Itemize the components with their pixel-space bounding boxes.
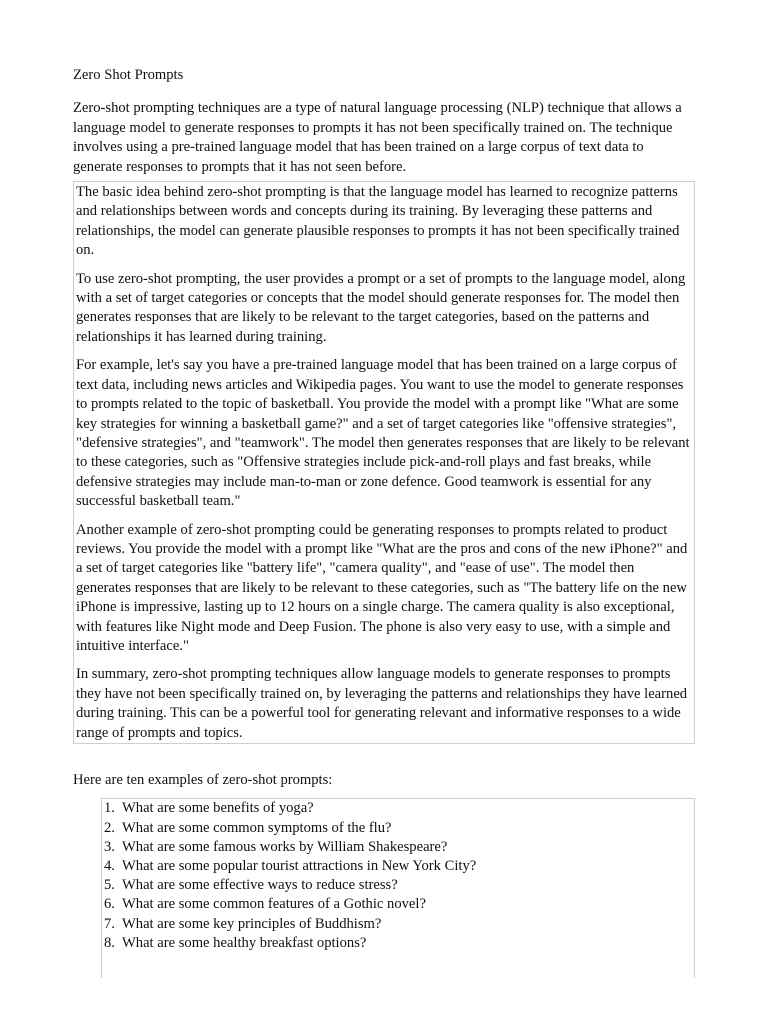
box-paragraph-1: The basic idea behind zero-shot prompting is that the language model has learned to recognize patterns and relationships between words and concepts during its training. By leveraging these patterns and relationships, the model can generate plausible responses to prompts it has not been specifically trained on. — [76, 184, 680, 259]
list-item-number: 5. — [104, 877, 115, 894]
box-paragraph-5: In summary, zero-shot prompting techniques allow language models to generate responses to prompts they have not been specifically trained on, by leveraging the patterns and relationships they have learned during training. This can be a powerful tool for generating relevant and informative responses to a wide range of prompts and topics. — [76, 666, 688, 741]
list-item-text: What are some common symptoms of the flu? — [122, 819, 392, 836]
examples-list — [104, 799, 690, 953]
list-item — [104, 838, 690, 857]
examples-heading: Here are ten examples of zero-shot prompts: — [73, 772, 333, 788]
box-paragraph-3: For example, let's say you have a pre-trained language model that has been trained on a large corpus of text data, including news articles and Wikipedia pages. You want to use the model to generate responses to prompts related to the topic of basketball. You provide the model with a prompt like "What are some key strategies for winning a basketball game?" and a set of target categories like "offensive strategies", "defensive strategies", and "teamwork". The model then generates responses that are likely to be relevant to these categories, such as "Offensive strategies include pick-and-roll plays and fast breaks, while defensive strategies may include man-to-man or zone defence. Good teamwork is essential for any successful basketball team." — [76, 357, 690, 510]
list-item-number: 7. — [104, 915, 115, 932]
box-paragraph-2: To use zero-shot prompting, the user provides a prompt or a set of prompts to the language model, along with a set of target categories or concepts that the model should generate responses for. The model then generates responses that are likely to be relevant to the target categories, based on the patterns and relationships it has learned during training. — [76, 270, 686, 345]
list-item-text: What are some effective ways to reduce stress? — [122, 877, 398, 894]
list-item-number: 6. — [104, 896, 115, 913]
list-item — [104, 915, 690, 934]
list-item — [104, 819, 690, 838]
document-title: Zero Shot Prompts — [73, 67, 184, 83]
list-item-text: What are some healthy breakfast options? — [122, 934, 367, 951]
list-item — [104, 857, 690, 876]
list-item-text: What are some common features of a Gothic novel? — [122, 896, 426, 913]
list-item-text: What are some popular tourist attractions in New York City? — [122, 858, 477, 875]
list-item-number: 3. — [104, 838, 115, 855]
list-item — [104, 934, 690, 953]
intro-paragraph: Zero-shot prompting techniques are a type of natural language processing (NLP) technique that allows a language model to generate responses to prompts it has not been specifically trained on. The technique involves using a pre-trained language model that has been trained on a large corpus of text data to generate responses to prompts that it has not seen before. — [73, 100, 682, 175]
list-item-text: What are some famous works by William Shakespeare? — [122, 838, 448, 855]
list-item-text: What are some key principles of Buddhism? — [122, 915, 382, 932]
list-item — [104, 895, 690, 914]
document-page — [73, 66, 695, 978]
list-item-number: 4. — [104, 858, 115, 875]
list-item-number: 1. — [104, 800, 115, 817]
list-item-number: 8. — [104, 934, 115, 951]
explanation-box — [73, 181, 695, 744]
examples-list-box — [101, 798, 695, 978]
box-paragraph-4: Another example of zero-shot prompting could be generating responses to prompts related to product reviews. You provide the model with a prompt like "What are the pros and cons of the new iPhone?" and a set of target categories like "battery life", "camera quality", and "ease of use". The model then generates responses that are likely to be relevant to these categories, such as "The battery life on the new iPhone is impressive, lasting up to 12 hours on a single charge. The camera quality is also exceptional, with features like Night mode and Deep Fusion. The phone is also very easy to use, with a simple and intuitive interface." — [76, 521, 688, 654]
list-item-number: 2. — [104, 819, 115, 836]
list-item — [104, 799, 690, 818]
list-item-text: What are some benefits of yoga? — [122, 800, 314, 817]
list-item — [104, 876, 690, 895]
